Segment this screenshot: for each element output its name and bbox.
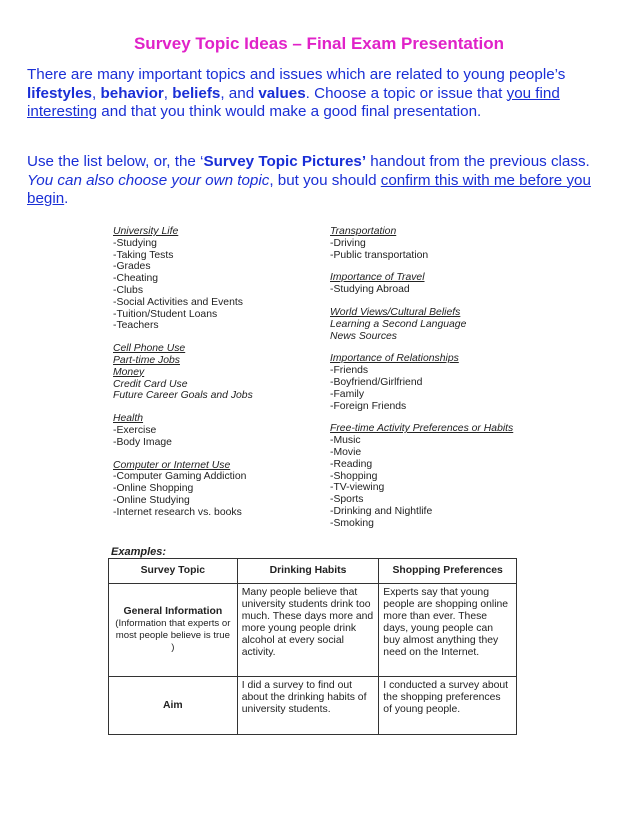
topic-item: -Movie <box>330 446 362 458</box>
intro-text: , and <box>220 84 259 102</box>
table-header-row <box>109 559 517 584</box>
table-cell: Many people believe that university students drink too much. These days more and more young people drink alcohol at every social activity. <box>237 584 379 677</box>
topic-item: -Body Image <box>113 436 172 448</box>
topic-item: -Friends <box>330 365 369 377</box>
lifestyles-term: lifestyles <box>27 84 93 102</box>
intro-text: . Choose a topic or issue that <box>305 84 507 102</box>
topic-item: -Cheating <box>113 273 159 285</box>
intro-text: , <box>92 84 101 102</box>
beliefs-term: beliefs <box>172 84 221 102</box>
topic-item: News Sources <box>330 330 397 342</box>
topic-item: -Shopping <box>330 470 378 482</box>
topic-group-world-views <box>330 307 550 342</box>
topic-group-header: Transportation <box>330 226 397 237</box>
topic-item: -Driving <box>330 237 366 249</box>
topic-item: -Online Studying <box>113 494 190 506</box>
table-row <box>109 584 517 677</box>
topic-item: -Drinking and Nightlife <box>330 505 433 517</box>
topic-item: -Sports <box>330 494 364 506</box>
examples-label: Examples: <box>111 546 167 558</box>
topic-item: -Exercise <box>113 424 157 436</box>
table-cell: Experts say that young people are shopping online more than ever. These days, young people can buy almost anything they need on the Internet. <box>379 584 517 677</box>
topic-item: -Music <box>330 435 361 447</box>
confirm-phrase: confirm this with me before you begin <box>27 171 591 207</box>
table-cell: I conducted a survey about the shopping preferences of young people. <box>379 677 517 735</box>
page-title: Survey Topic Ideas – Final Exam Presentation <box>133 34 505 53</box>
topic-group-free-time <box>330 423 550 529</box>
topic-item: -Teachers <box>113 320 159 332</box>
topic-group-header: Importance of Travel <box>330 272 425 284</box>
column-header: Survey Topic <box>109 559 238 584</box>
topic-item: Credit Card Use <box>113 378 188 390</box>
topic-item: -Computer Gaming Addiction <box>113 471 247 483</box>
column-header: Shopping Preferences <box>379 559 517 584</box>
topic-item: Part-time Jobs <box>113 354 180 366</box>
topic-list-right <box>330 226 550 541</box>
instructions-text: , but you should <box>269 171 381 189</box>
behavior-term: behavior <box>100 84 164 102</box>
topic-item: -Family <box>330 388 365 400</box>
handout-name: Survey Topic Pictures’ <box>203 153 367 170</box>
topic-item: Future Career Goals and Jobs <box>113 390 253 402</box>
topic-group-cell-phone <box>113 343 313 402</box>
topic-group-health <box>113 413 313 448</box>
topic-item: -TV-viewing <box>330 482 385 494</box>
instructions-text: handout from the previous class. <box>366 153 590 170</box>
topic-item: -Tuition/Student Loans <box>113 308 218 320</box>
topic-item: -Boyfriend/Girlfriend <box>330 376 423 388</box>
topic-group-relationships <box>330 353 550 412</box>
own-topic-phrase: You can also choose your own topic <box>27 171 270 189</box>
intro-text: and that you think would make a good final presentation. <box>97 103 482 120</box>
table-cell: I did a survey to find out about the drinking habits of university students. <box>237 677 379 735</box>
examples-table <box>108 558 517 735</box>
values-term: values <box>258 84 306 102</box>
topic-group-header: Health <box>113 413 144 425</box>
topic-item: -Clubs <box>113 284 144 296</box>
topic-group-header: Importance of Relationships <box>330 353 459 365</box>
topic-item: -Smoking <box>330 517 374 529</box>
row-header-general-information <box>109 584 238 677</box>
row-title: General Information <box>123 606 223 617</box>
topic-group-computer <box>113 460 313 519</box>
topic-item: -Online Shopping <box>113 483 194 495</box>
table-row <box>109 677 517 735</box>
instructions-paragraph <box>27 153 607 209</box>
topic-item: -Taking Tests <box>113 249 174 261</box>
topic-group-transportation <box>330 226 550 261</box>
instructions-text: . <box>64 190 69 207</box>
topic-item: -Social Activities and Events <box>113 296 243 308</box>
intro-text: There are many important topics and issues which are related to young people’s <box>27 66 566 83</box>
interesting-phrase: you find interesting <box>27 84 560 120</box>
instructions-text: Use the list below, or, the ‘ <box>27 153 204 170</box>
topic-item: Money <box>113 366 145 378</box>
topic-group-travel <box>330 272 550 296</box>
row-title: Aim <box>163 699 183 711</box>
topic-group-header: Free-time Activity Preferences or Habits <box>330 423 514 435</box>
topic-item: -Foreign Friends <box>330 400 407 412</box>
topic-group-header: Computer or Internet Use <box>113 459 231 471</box>
row-header-aim <box>109 677 238 735</box>
topic-group-header: University Life <box>113 226 179 237</box>
topic-item: Learning a Second Language <box>330 318 467 330</box>
topic-item: -Public transportation <box>330 249 429 261</box>
topic-list-left <box>113 226 313 530</box>
topic-group-header: Cell Phone Use <box>113 343 186 355</box>
intro-paragraph <box>27 66 607 122</box>
row-subtitle: (Information that experts or most people believe is true ) <box>115 618 231 653</box>
topic-item: -Grades <box>113 261 151 273</box>
intro-text: , <box>163 84 173 102</box>
topic-item: -Studying Abroad <box>330 284 410 296</box>
topic-item: -Studying <box>113 237 157 249</box>
topic-item: -Internet research vs. books <box>113 506 242 518</box>
topic-group-header: World Views/Cultural Beliefs <box>330 306 461 318</box>
topic-group-university-life <box>113 226 313 332</box>
column-header: Drinking Habits <box>237 559 379 584</box>
topic-item: -Reading <box>330 458 373 470</box>
